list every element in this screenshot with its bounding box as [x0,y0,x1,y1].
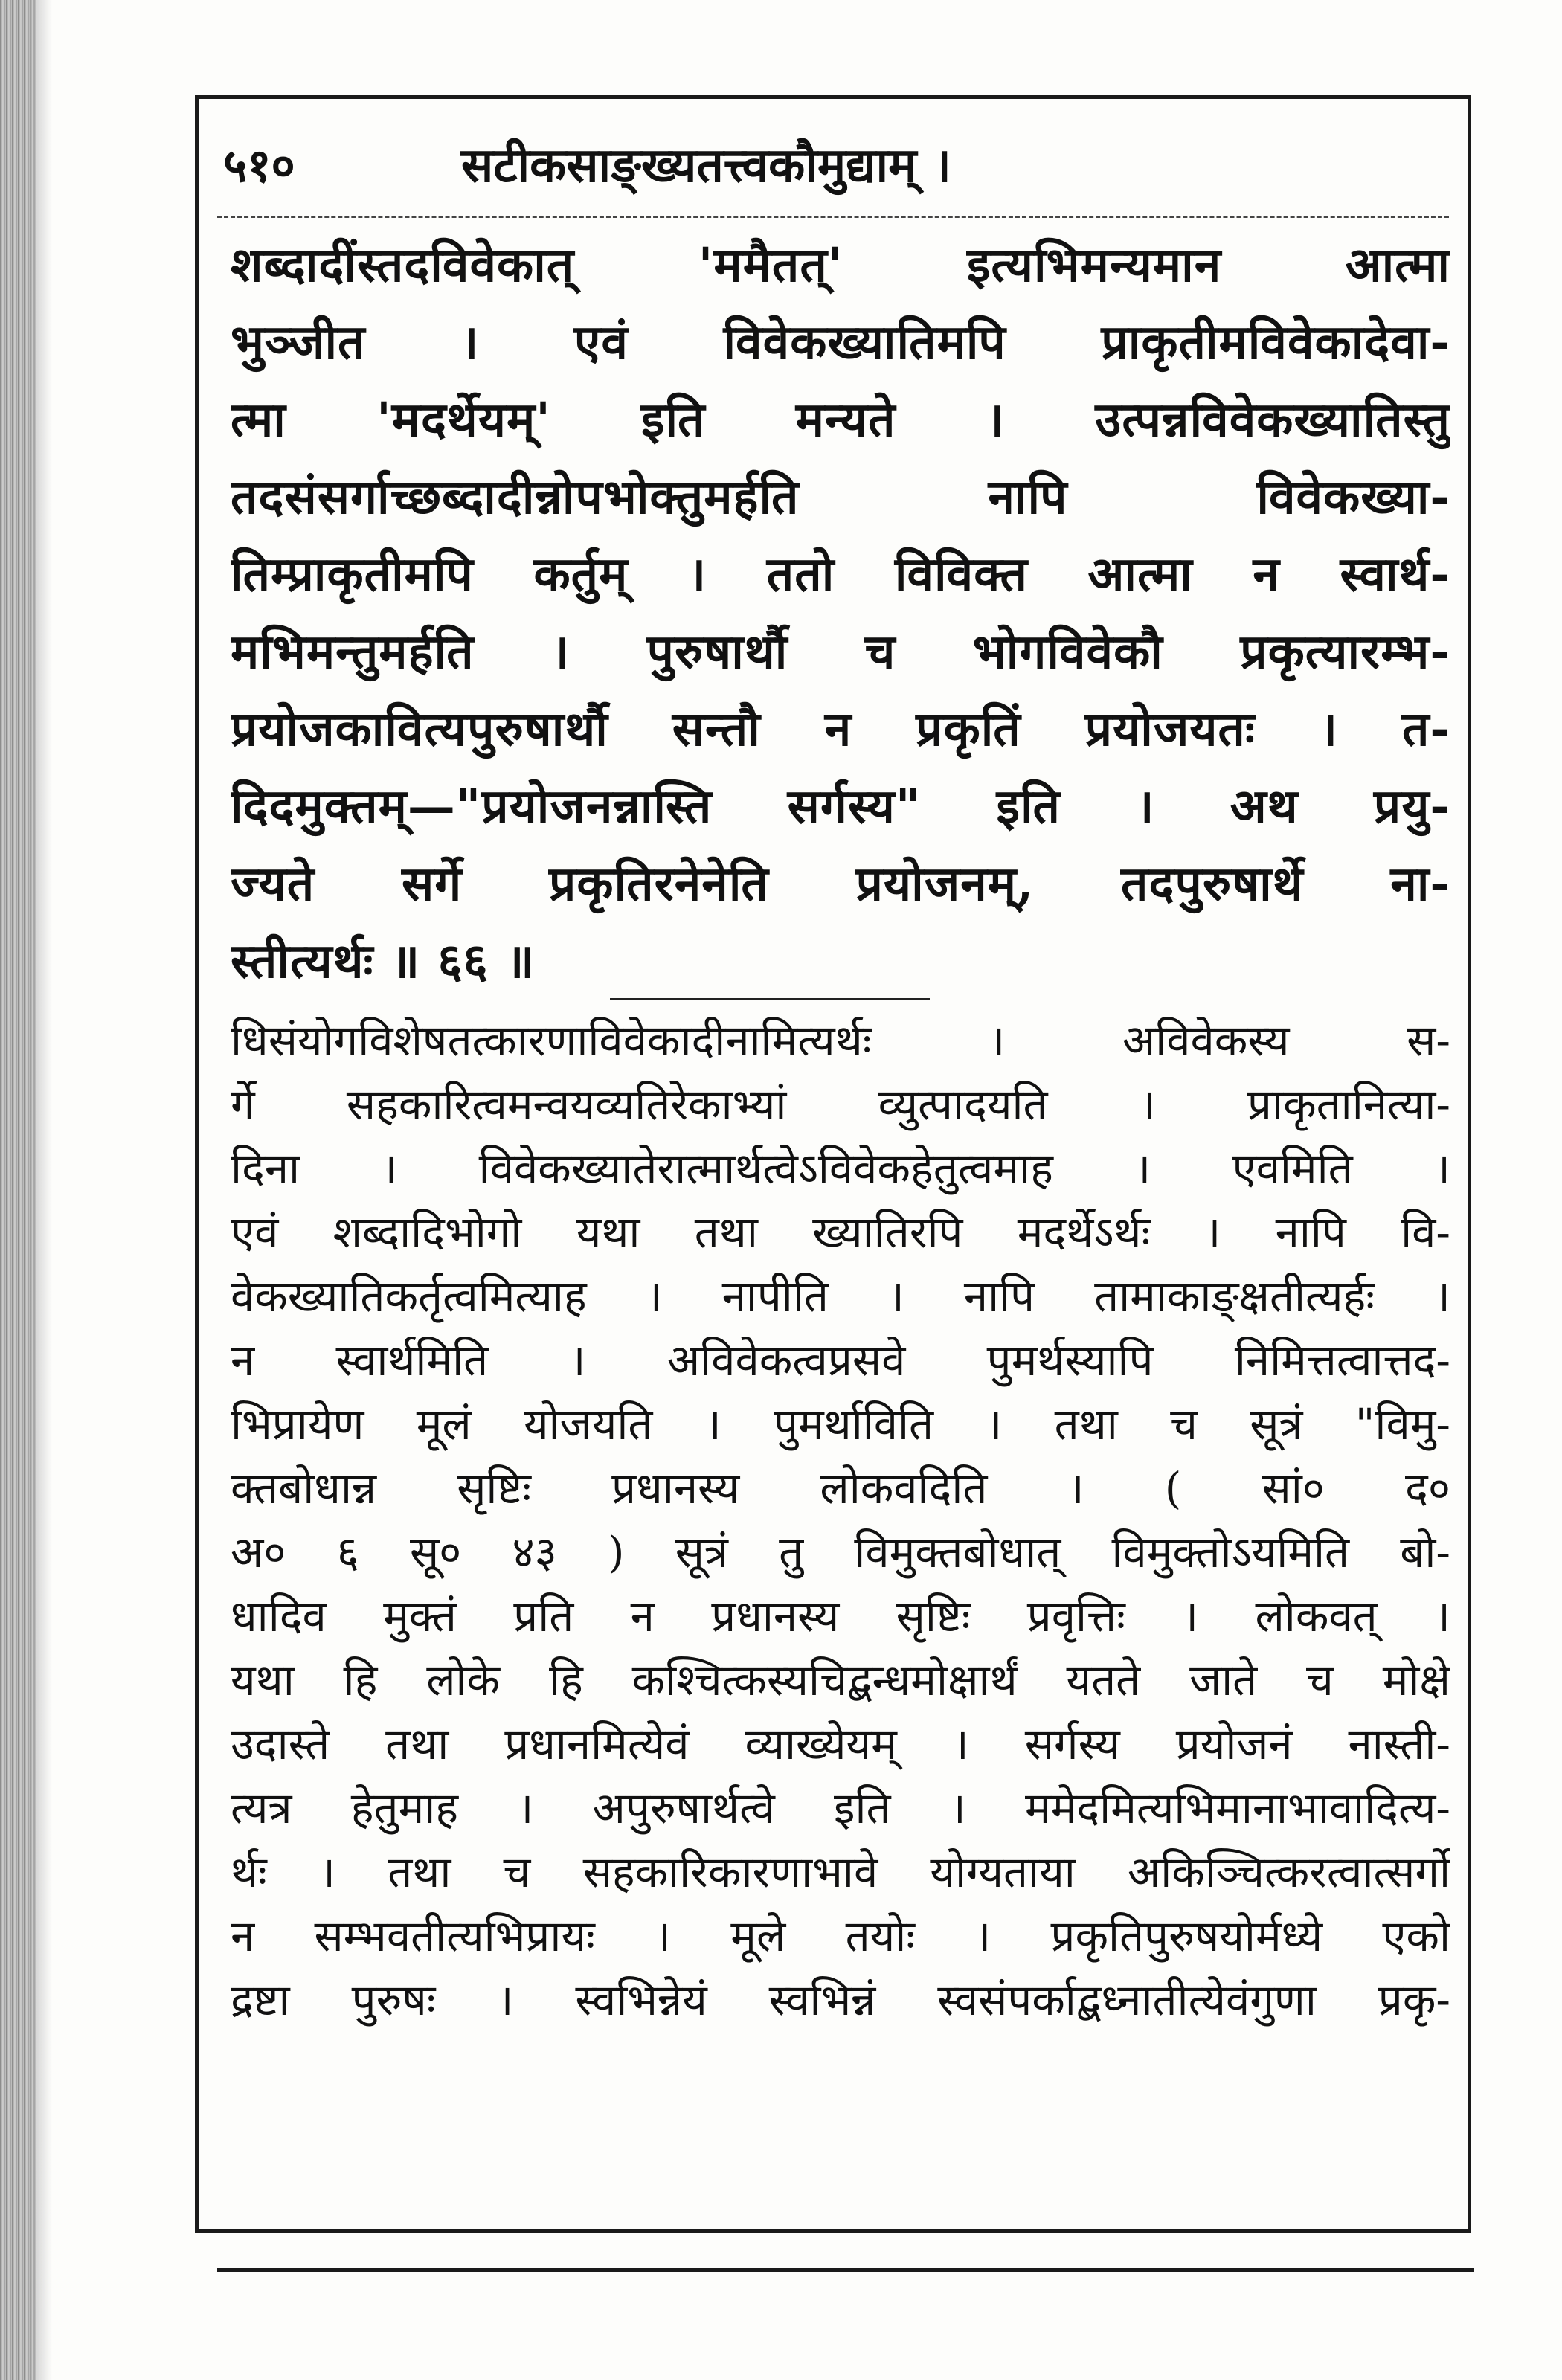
commentary-line: दिना । विवेकख्यातेरात्मार्थत्वेऽविवेकहेतुत्वमाह । एवमिति । [231,1143,1450,1194]
book-binding-edge [0,0,36,2380]
commentary-line: वेकख्यातिकर्तृत्वमित्याह । नापीति । नापि तामाकाङ्क्षतीत्यर्हः । [231,1271,1450,1322]
main-text-line: तिम्प्राकृतीमपि कर्तुम् । ततो विविक्त आत्मा न स्वार्थ- [231,547,1450,602]
binding-shadow [36,0,52,2380]
commentary-line: भिप्रायेण मूलं योजयति । पुमर्थाविति । तथा च सूत्रं "विमु- [231,1399,1450,1450]
commentary-line: उदास्ते तथा प्रधानमित्येवं व्याख्येयम् । सर्गस्य प्रयोजनं नास्ती- [231,1719,1450,1769]
main-text-line: तदसंसर्गाच्छब्दादीन्नोपभोक्तुमर्हति नापि विवेकख्या- [231,469,1450,525]
page-number: ५१० [223,138,295,193]
commentary-line: न स्वार्थमिति । अविवेकत्वप्रसवे पुमर्थस्यापि निमित्तत्वात्तद- [231,1335,1450,1386]
commentary-line: र्गे सहकारित्वमन्वयव्यतिरेकाभ्यां व्युत्पादयति । प्राकृतानित्या- [231,1079,1450,1130]
commentary-line: न सम्भवतीत्यभिप्रायः । मूले तयोः । प्रकृतिपुरुषयोर्मध्ये एको [231,1911,1450,1961]
header-rule [217,216,1449,218]
commentary-line: अ० ६ सू० ४३ ) सूत्रं तु विमुक्तबोधात् विमुक्तोऽयमिति बो- [231,1527,1450,1577]
commentary-line: एवं शब्दादिभोगो यथा तथा ख्यातिरपि मदर्थेऽर्थः । नापि वि- [231,1207,1450,1258]
commentary-line: धिसंयोगविशेषतत्कारणाविवेकादीनामित्यर्थः । अविवेकस्य स- [231,1015,1450,1066]
commentary-line: द्रष्टा पुरुषः । स्वभिन्नेयं स्वभिन्नं स्वसंपर्काद्बध्नातीत्येवंगुणा प्रकृ- [231,1975,1450,2025]
main-text-line: त्मा 'मदर्थेयम्' इति मन्यते । उत्पन्नविवेकख्यातिस्तु [231,392,1450,448]
main-text-line: प्रयोजकावित्यपुरुषार्थौ सन्तौ न प्रकृतिं प्रयोजयतः । त- [231,701,1450,757]
main-text-line: दिदमुक्तम्—"प्रयोजनन्नास्ति सर्गस्य" इति । अथ प्रयु- [231,779,1450,834]
main-text-line: शब्दादींस्तदविवेकात् 'ममैतत्' इत्यभिमन्यमान आत्मा [231,237,1450,293]
commentary-line: धादिव मुक्तं प्रति न प्रधानस्य सृष्टिः प्रवृत्तिः । लोकवत् । [231,1591,1450,1641]
main-text-line: ज्यते सर्गे प्रकृतिरनेनेति प्रयोजनम्, तदपुरुषार्थे ना- [231,856,1450,912]
commentary-block [231,1009,1450,2032]
commentary-line: त्यत्र हेतुमाह । अपुरुषार्थत्वे इति । ममेदमित्यभिमानाभावादित्य- [231,1783,1450,1833]
main-text-block [231,227,1450,1000]
main-text-line: भुञ्जीत । एवं विवेकख्यातिमपि प्राकृतीमविवेकादेवा- [231,315,1450,370]
commentary-line: क्तबोधान्न सृष्टिः प्रधानस्य लोकवदिति । ( सां० द० [231,1463,1450,1514]
running-head-title: सटीकसाङ्ख्यतत्त्वकौमुद्याम् । [461,138,951,193]
commentary-line: यथा हि लोके हि कश्चित्कस्यचिद्बन्धमोक्षार्थं यतते जाते च मोक्षे [231,1655,1450,1705]
main-text-line: मभिमन्तुमर्हति । पुरुषार्थौ च भोगविवेकौ प्रकृत्यारम्भ- [231,624,1450,680]
frame-bottom-rule [217,2268,1474,2272]
main-text-line: स्तीत्यर्थः ॥ ६६ ॥ [231,933,536,989]
commentary-line: र्थः । तथा च सहकारिकारणाभावे योग्यताया अकिञ्चित्करत्वात्सर्गो [231,1847,1450,1897]
page-header [223,125,1443,207]
section-divider-rule [610,998,930,1000]
